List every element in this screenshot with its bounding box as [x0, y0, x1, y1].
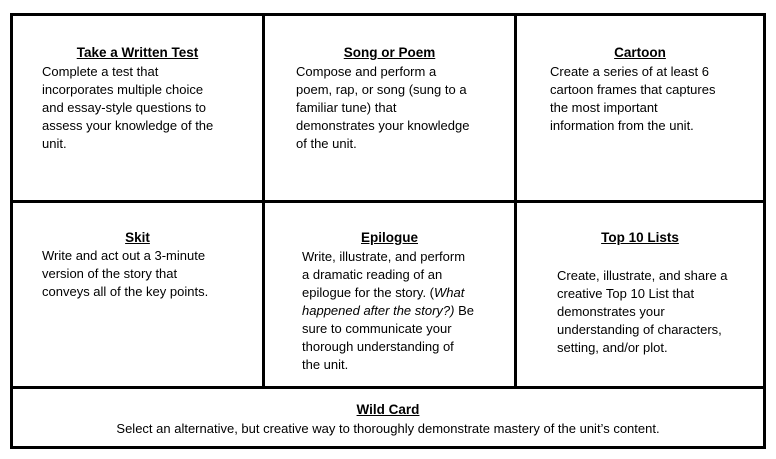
cell-title: Take a Written Test: [76, 45, 199, 60]
cell-epilogue: [265, 203, 514, 386]
cell-top-10-lists: [517, 203, 763, 386]
cell-description: [302, 248, 474, 374]
desc-text: Write, illustrate, and perform a dramatic reading of an epilogue for the story. (: [302, 249, 466, 300]
wildcard-title: Wild Card: [356, 402, 420, 417]
cell-description: Compose and perform a poem, rap, or song (sung to a familiar tune) that demonstrates your knowledge of the unit.: [296, 64, 470, 151]
cell-title: Epilogue: [361, 230, 418, 245]
cell-description: Create, illustrate, and share a creative Top 10 List that demonstrates your understanding of characters, setting, and/or plot.: [557, 268, 728, 355]
cell-skit: [13, 203, 262, 386]
desc-text: Be sure to communicate your thorough understanding of the unit.: [302, 303, 475, 372]
cell-title: Song or Poem: [343, 45, 436, 60]
cell-written-test: [13, 16, 262, 200]
choice-board-grid: [10, 13, 766, 449]
cell-title: Skit: [125, 230, 150, 245]
cell-description: Complete a test that incorporates multiple choice and essay-style questions to assess your knowledge of the unit.: [42, 64, 214, 151]
cell-wild-card: [13, 389, 763, 446]
wildcard-description: Select an alternative, but creative way to thoroughly demonstrate mastery of the unit’s content.: [116, 421, 660, 436]
desc-italic-text: What happened after the story?): [302, 285, 465, 318]
cell-title: Top 10 Lists: [601, 230, 679, 245]
cell-title: Cartoon: [614, 45, 666, 60]
cell-description: Create a series of at least 6 cartoon frames that captures the most important information from the unit.: [550, 64, 716, 133]
cell-description: Write and act out a 3-minute version of the story that conveys all of the key points.: [42, 248, 209, 299]
cell-cartoon: [517, 16, 763, 200]
cell-song-or-poem: [265, 16, 514, 200]
